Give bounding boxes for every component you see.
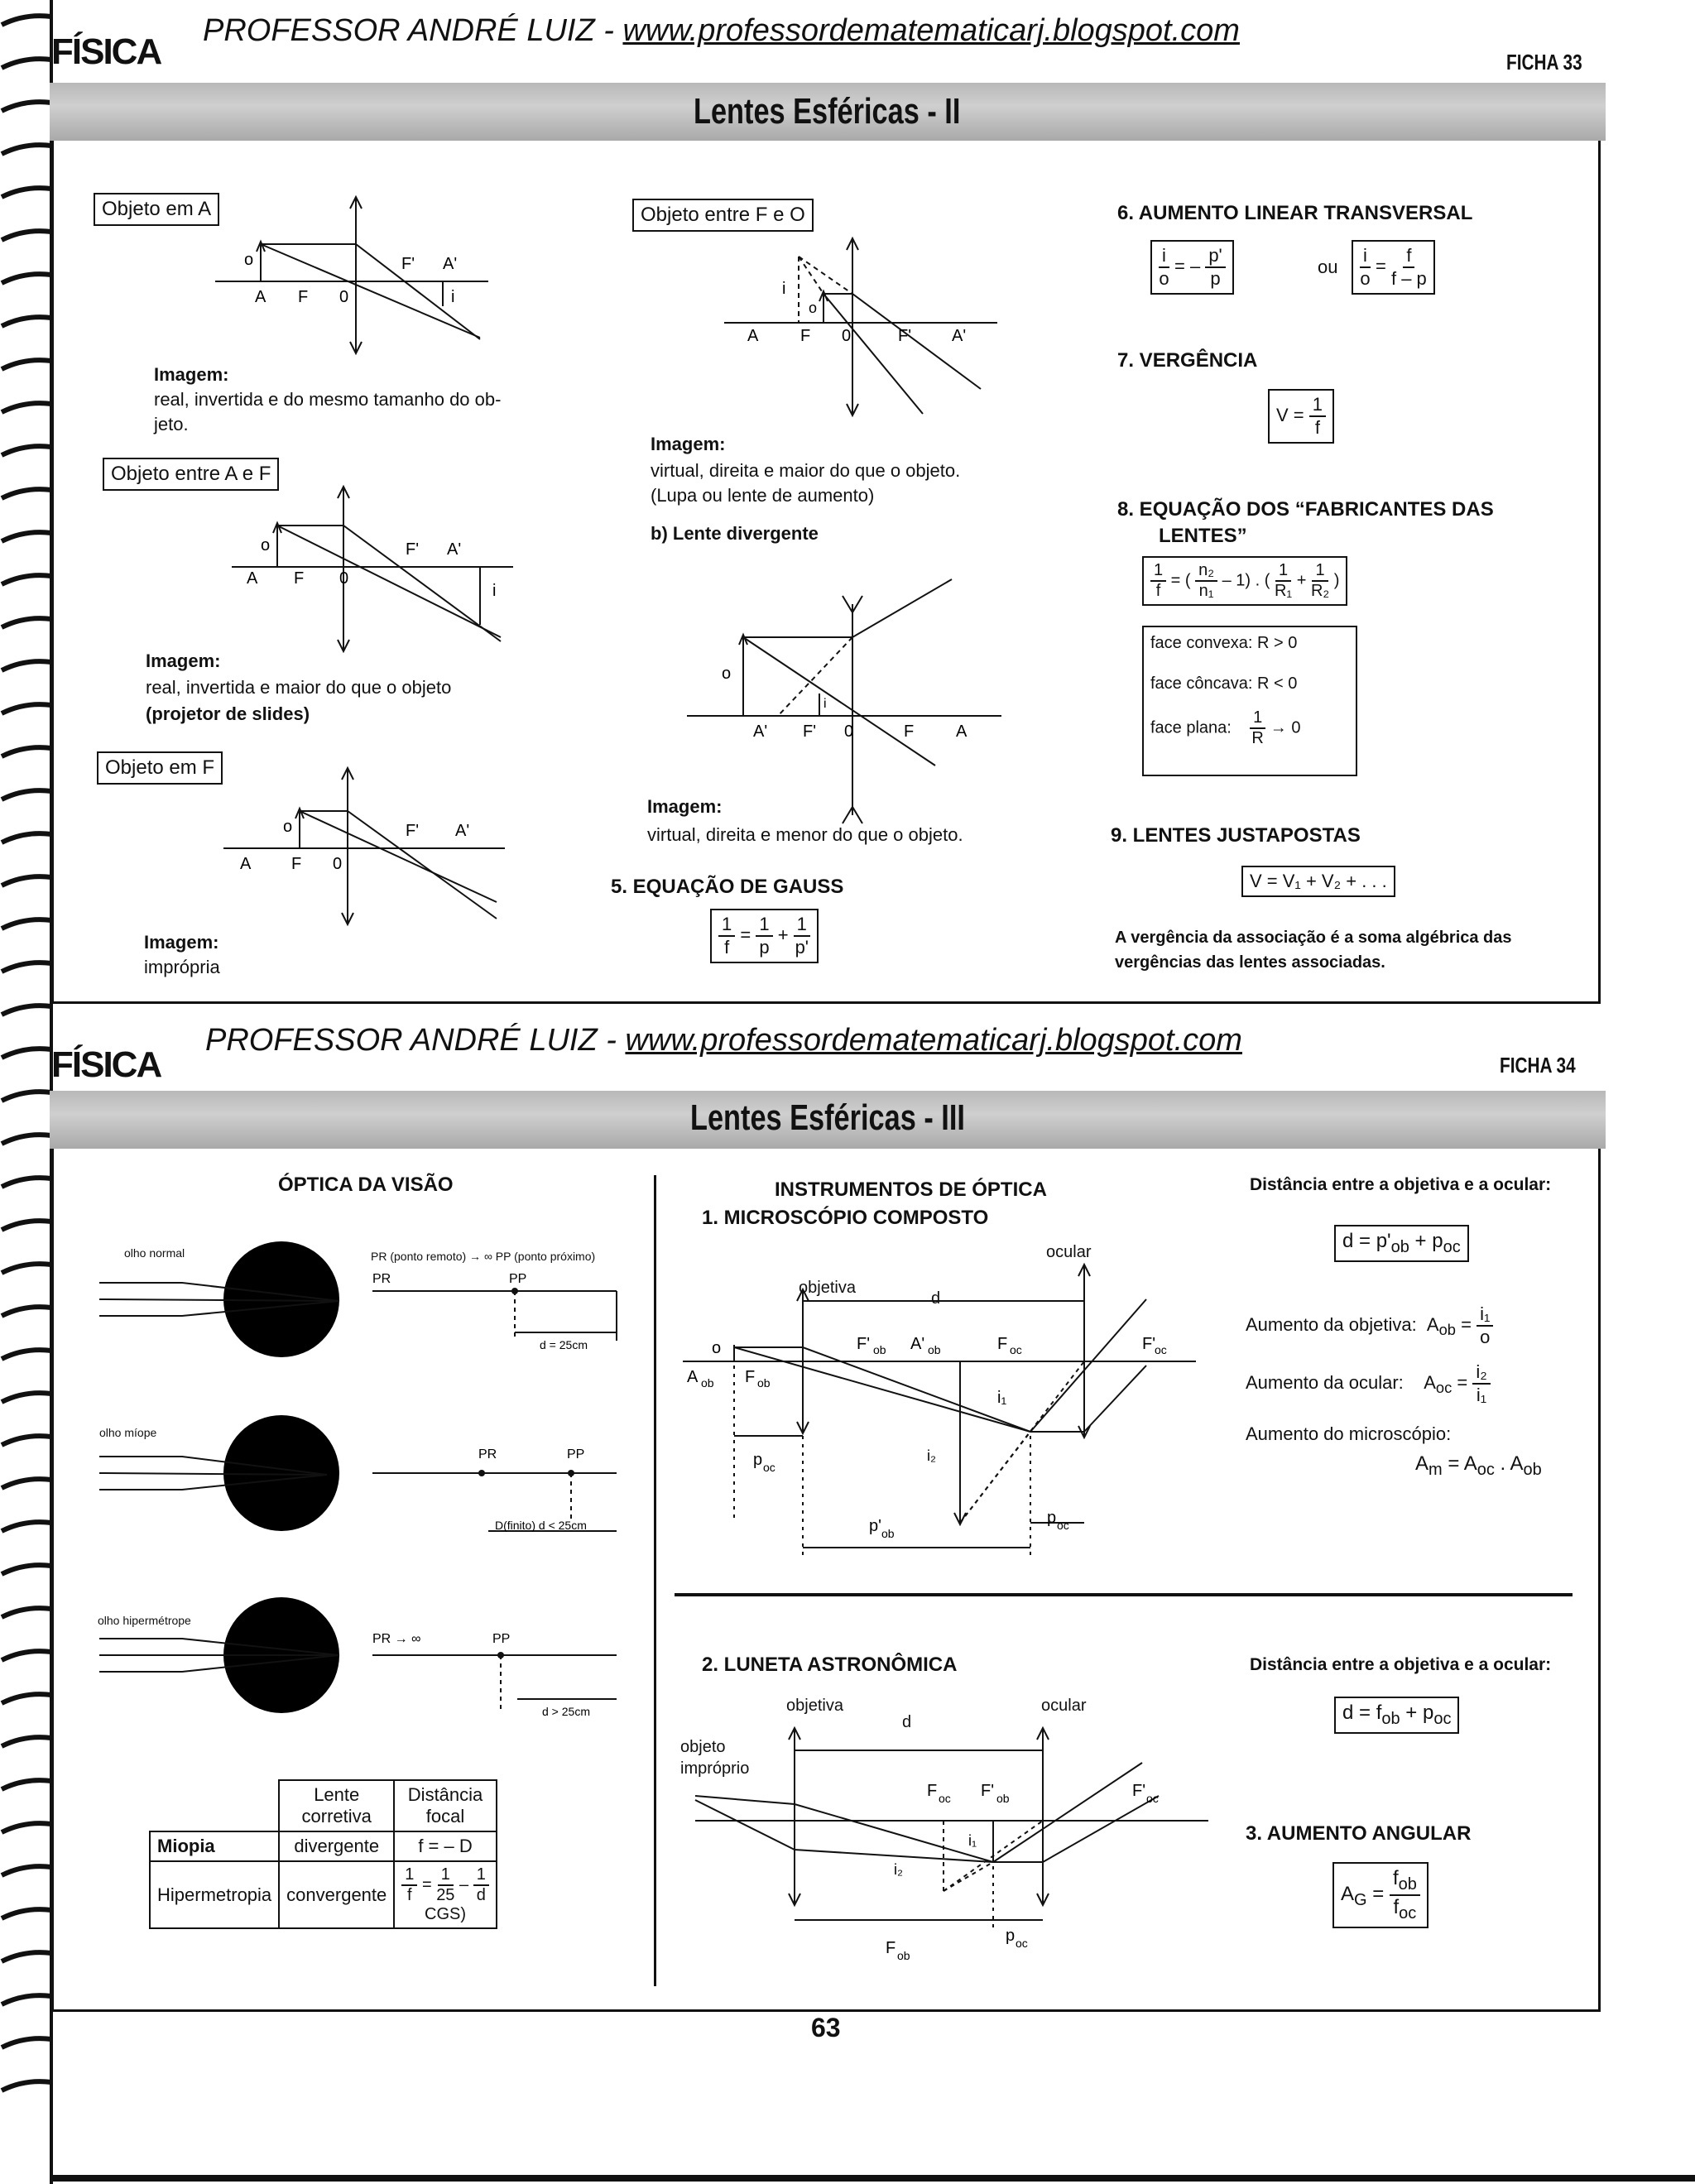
section-heading: 6. AUMENTO LINEAR TRANSVERSAL — [1117, 202, 1473, 224]
binding-ring — [2, 403, 51, 412]
binding-ring — [2, 317, 51, 326]
binding-ring — [2, 1006, 51, 1015]
image-label: Imagem: — [144, 932, 219, 953]
radius-conventions: face convexa: R > 0 face côncava: R < 0 face plana: $\frac{1}{R}$ → 0 — [1142, 626, 1357, 776]
svg-text:A': A' — [455, 822, 470, 840]
professor-line — [203, 13, 1240, 49]
svg-text:A: A — [247, 569, 258, 588]
or-label: ou — [1318, 257, 1338, 277]
svg-text:F: F — [745, 1368, 756, 1386]
case-box: Objeto em A — [94, 193, 219, 226]
telescope-diagram — [695, 1713, 1208, 1961]
image-description-cont: jeto. — [154, 414, 189, 434]
svg-text:A': A' — [443, 255, 458, 273]
col-header: Lente — [314, 1784, 360, 1805]
binding-ring — [2, 1780, 51, 1789]
hyperopic-eye-diagram — [99, 1593, 654, 1734]
binding-ring — [2, 1909, 51, 1918]
table-row: Hipermetropia convergente $\frac{1}{f}$ = $\frac{1}{25}$ – $\frac{1}{d}$ CGS) — [150, 1861, 497, 1928]
image-description: virtual, direita e menor do que o objeto. — [647, 824, 963, 845]
svg-text:F: F — [927, 1782, 938, 1800]
section-heading: 2. LUNETA ASTRONÔMICA — [702, 1654, 958, 1676]
binding-ring — [2, 1307, 51, 1316]
svg-text:d > 25cm: d > 25cm — [542, 1705, 590, 1718]
image-description: real, invertida e maior do que o objeto — [146, 677, 452, 698]
binding-ring — [2, 1092, 51, 1101]
svg-text:ob: ob — [757, 1376, 771, 1390]
svg-text:ob: ob — [873, 1343, 886, 1356]
binding-ring — [2, 1651, 51, 1660]
svg-text:i₁: i₁ — [997, 1389, 1007, 1407]
binding-ring — [2, 1135, 51, 1144]
svg-text:PR: PR — [478, 1447, 497, 1462]
distance-label: d — [931, 1289, 941, 1308]
binding-ring — [2, 1522, 51, 1531]
image-note: (projetor de slides) — [146, 703, 310, 724]
svg-text:oc: oc — [1155, 1343, 1167, 1356]
row-label: Miopia — [150, 1831, 279, 1861]
svg-text:F': F' — [803, 722, 817, 741]
svg-text:0: 0 — [844, 722, 854, 741]
svg-text:A: A — [255, 288, 266, 306]
section-divider — [675, 1593, 1573, 1596]
svg-text:F': F' — [1132, 1782, 1146, 1800]
svg-text:o: o — [244, 251, 254, 269]
binding-ring — [2, 2038, 51, 2047]
correction-table — [149, 1779, 497, 1929]
svg-text:0: 0 — [339, 569, 349, 588]
svg-text:oc: oc — [1010, 1343, 1022, 1356]
svg-text:A': A' — [753, 722, 768, 741]
improper-object-label: impróprio — [680, 1759, 750, 1778]
divergent-lens-diagram — [687, 588, 1001, 819]
blog-url[interactable]: www.professordematematicarj.blogspot.com — [622, 13, 1240, 48]
binding-ring — [2, 274, 51, 283]
binding-ring — [2, 145, 51, 154]
image-description: real, invertida e do mesmo tamanho do ob- — [154, 389, 502, 410]
binding-ring — [2, 1049, 51, 1058]
ficha-label: FICHA 33 — [1506, 50, 1582, 74]
eye-label: olho normal — [124, 1246, 185, 1260]
microscope-magnification-formula: $A_m = A_{oc}$ . $A_{ob}$ — [1415, 1452, 1542, 1479]
binding-ring — [2, 1694, 51, 1703]
binding-ring — [2, 1565, 51, 1574]
normal-eye-diagram — [99, 1233, 654, 1374]
binding-ring — [2, 489, 51, 498]
svg-text:ob: ob — [996, 1792, 1010, 1805]
svg-text:p: p — [1047, 1509, 1057, 1527]
svg-text:PP: PP — [567, 1447, 585, 1462]
vergence-formula: V = $\frac{1}{f}$ — [1268, 389, 1334, 444]
binding-ring — [2, 1221, 51, 1230]
professor-name: PROFESSOR ANDRÉ LUIZ - — [205, 1023, 626, 1058]
subject-label: FÍSICA — [51, 31, 161, 72]
svg-text:ob: ob — [881, 1527, 895, 1540]
note-line: A vergência da associação é a soma algébrica das — [1115, 929, 1512, 947]
svg-text:i: i — [823, 697, 827, 711]
binding-ring — [2, 1436, 51, 1445]
svg-text:A: A — [687, 1368, 699, 1386]
svg-text:ob: ob — [928, 1343, 941, 1356]
pr-pp-legend: PR (ponto remoto) → ∞ PP (ponto próximo) — [371, 1250, 596, 1263]
binding-ring — [2, 1737, 51, 1746]
image-label: Imagem: — [154, 364, 229, 385]
binding-ring — [2, 446, 51, 455]
binding-ring — [2, 360, 51, 369]
lens-label: ocular — [1046, 1243, 1092, 1261]
binding-ring — [2, 790, 51, 799]
binding-ring — [2, 16, 51, 25]
myopic-eye-diagram — [99, 1407, 654, 1548]
svg-text:oc: oc — [1146, 1792, 1159, 1805]
binding-ring — [2, 919, 51, 929]
svg-text:F: F — [294, 569, 305, 588]
svg-text:A: A — [747, 327, 759, 345]
binding-ring — [2, 1479, 51, 1488]
svg-text:o: o — [712, 1339, 722, 1357]
svg-text:F: F — [904, 722, 915, 741]
binding-ring — [2, 1264, 51, 1273]
svg-text:0: 0 — [842, 327, 852, 345]
svg-text:o: o — [809, 300, 818, 316]
col-header: corretiva — [301, 1806, 372, 1826]
units-note: CGS) — [425, 1905, 467, 1923]
case-box: Objeto entre F e O — [632, 199, 814, 232]
distance-caption: Distância entre a objetiva e a ocular: — [1250, 1655, 1552, 1674]
lens-label: ocular — [1041, 1697, 1087, 1715]
cell: f = – D — [394, 1831, 497, 1861]
row-label: Hipermetropia — [150, 1861, 279, 1928]
eye-label: olho míope — [99, 1426, 157, 1439]
svg-text:p: p — [1006, 1927, 1016, 1945]
svg-text:oc: oc — [1057, 1519, 1069, 1532]
section-heading: b) Lente divergente — [651, 523, 819, 544]
binding-ring — [2, 1952, 51, 1961]
image-label: Imagem: — [647, 796, 723, 817]
page-title: Lentes Esféricas - III — [690, 1097, 965, 1138]
objective-magnification-label: Aumento da objetiva: $A_{ob}$ = $\frac{\text{i₁}}{o}$ — [1246, 1303, 1493, 1348]
lensmaker-formula: $\frac{1}{f}$ = ( $\frac{\text{n₂}}{\text{n₁}}$ – 1) . ( $\frac{1}{\text{R₁}}$ + $\frac{1}{\text{R₂}}$ ) — [1142, 556, 1347, 606]
binding-ring — [2, 102, 51, 111]
svg-text:F': F' — [401, 255, 415, 273]
image-label: Imagem: — [146, 650, 221, 671]
binding-ring — [2, 962, 51, 972]
image-description: imprópria — [144, 957, 220, 977]
distance-caption: Distância entre a objetiva e a ocular: — [1250, 1175, 1552, 1194]
binding-ring — [2, 1178, 51, 1187]
binding-ring — [2, 833, 51, 842]
gauss-formula: $\frac{1}{f}$ = $\frac{1}{p}$ + $\frac{1}{p'}$ — [710, 909, 819, 963]
svg-text:F: F — [997, 1335, 1008, 1353]
svg-text:oc: oc — [939, 1792, 951, 1805]
svg-text:F: F — [800, 327, 811, 345]
lens-label: objetiva — [786, 1697, 843, 1715]
svg-text:A: A — [956, 722, 968, 741]
binding-ring — [2, 231, 51, 240]
svg-text:o: o — [261, 536, 271, 554]
svg-text:i₂: i₂ — [927, 1447, 936, 1464]
svg-text:ob: ob — [897, 1949, 910, 1962]
svg-text:d = 25cm: d = 25cm — [540, 1338, 588, 1351]
ray-diagram — [232, 488, 513, 654]
bottom-rule — [50, 2175, 1695, 2182]
binding-ring — [2, 575, 51, 584]
cell: divergente — [279, 1831, 394, 1861]
svg-text:F': F' — [981, 1782, 995, 1800]
svg-text:PR: PR — [372, 1272, 391, 1286]
binding-ring — [2, 1995, 51, 2004]
image-label: Imagem: — [651, 434, 726, 454]
binding-ring — [2, 1350, 51, 1359]
svg-text:A': A' — [952, 327, 967, 345]
svg-text:oc: oc — [1016, 1937, 1028, 1950]
binding-ring — [2, 876, 51, 886]
eye-label: olho hipermétrope — [98, 1614, 191, 1627]
svg-text:PP: PP — [492, 1632, 511, 1646]
ray-diagram — [223, 770, 505, 927]
section-heading: 7. VERGÊNCIA — [1117, 349, 1258, 372]
svg-text:i: i — [492, 582, 497, 600]
binding-ring — [2, 661, 51, 670]
binding-ring — [2, 188, 51, 197]
binding-ring — [2, 704, 51, 713]
magnification-formula: $\frac{i}{o}$ = – $\frac{p'}{p}$ — [1150, 240, 1234, 295]
binding-ring — [2, 532, 51, 541]
table-row — [150, 1831, 497, 1861]
svg-text:0: 0 — [333, 855, 343, 873]
section-heading: INSTRUMENTOS DE ÓPTICA — [775, 1178, 1047, 1201]
note-line: vergências das lentes associadas. — [1115, 953, 1385, 972]
binding-ring — [2, 1866, 51, 1875]
section-heading: 8. EQUAÇÃO DOS “FABRICANTES DAS — [1117, 498, 1494, 521]
section-heading: 5. EQUAÇÃO DE GAUSS — [611, 876, 844, 898]
svg-text:o: o — [283, 818, 293, 836]
blog-url[interactable]: www.professordematematicarj.blogspot.com — [625, 1023, 1242, 1058]
ray-diagram — [215, 190, 488, 356]
binding-ring — [2, 2081, 51, 2090]
svg-text:PP: PP — [509, 1272, 527, 1286]
binding-ring — [2, 618, 51, 627]
section-heading-cont: LENTES” — [1159, 525, 1247, 547]
binding-ring — [2, 59, 51, 68]
svg-text:F': F' — [1142, 1335, 1156, 1353]
svg-text:D(finito) d < 25cm: D(finito) d < 25cm — [495, 1519, 587, 1532]
svg-text:F: F — [886, 1939, 896, 1957]
svg-text:A': A' — [447, 540, 462, 559]
section-heading: 1. MICROSCÓPIO COMPOSTO — [702, 1207, 989, 1229]
svg-text:A': A' — [910, 1335, 925, 1353]
professor-line — [205, 1023, 1242, 1058]
svg-text:F': F' — [406, 822, 420, 840]
cell: convergente — [279, 1861, 394, 1928]
svg-text:PR → ∞: PR → ∞ — [372, 1632, 421, 1646]
svg-text:i: i — [782, 280, 786, 298]
microscope-distance-formula: $d = p'_{ob} + p_{oc}$ — [1334, 1225, 1469, 1262]
telescope-distance-formula: $d = f_{ob} + p_{oc}$ — [1334, 1697, 1459, 1734]
page-number: 63 — [811, 2013, 841, 2042]
microscope-diagram — [683, 1266, 1196, 1556]
juxtaposed-formula: V = V₁ + V₂ + . . . — [1241, 866, 1395, 897]
svg-text:p': p' — [869, 1517, 881, 1535]
svg-text:i: i — [451, 288, 455, 306]
section-heading: ÓPTICA DA VISÃO — [278, 1174, 454, 1196]
case-box: Objeto em F — [97, 751, 223, 785]
svg-text:F': F' — [406, 540, 420, 559]
binding-ring — [2, 1608, 51, 1617]
concave-rule: face côncava: R < 0 — [1150, 674, 1298, 693]
svg-text:F': F' — [898, 327, 912, 345]
distance-label: d — [902, 1713, 912, 1731]
section-heading: 3. AUMENTO ANGULAR — [1246, 1822, 1472, 1845]
ray-diagram — [724, 240, 997, 422]
svg-text:A: A — [240, 855, 252, 873]
angular-magnification-formula: $A_G$ = $\frac{f_{ob}}{f_{oc}}$ — [1332, 1862, 1429, 1928]
image-note: (Lupa ou lente de aumento) — [651, 485, 875, 506]
binding-ring — [2, 1823, 51, 1832]
convex-rule: face convexa: R > 0 — [1150, 634, 1298, 652]
case-box: Objeto entre A e F — [103, 458, 279, 491]
improper-object-label: objeto — [680, 1738, 726, 1756]
plane-rule: face plana: — [1150, 718, 1232, 737]
image-description: virtual, direita e maior do que o objeto. — [651, 460, 961, 481]
column-divider — [654, 1175, 656, 1986]
svg-text:ob: ob — [701, 1376, 714, 1390]
svg-text:o: o — [722, 665, 732, 683]
svg-text:F': F' — [857, 1335, 871, 1353]
section-heading: 9. LENTES JUSTAPOSTAS — [1111, 824, 1361, 847]
svg-text:F: F — [298, 288, 309, 306]
binding-ring — [2, 747, 51, 756]
binding-ring — [2, 1393, 51, 1402]
professor-name: PROFESSOR ANDRÉ LUIZ - — [203, 13, 623, 48]
svg-text:F: F — [291, 855, 302, 873]
svg-text:i₂: i₂ — [894, 1861, 903, 1878]
page-title: Lentes Esféricas - II — [694, 91, 961, 132]
subject-label: FÍSICA — [51, 1044, 161, 1085]
magnification-formula-alt: $\frac{i}{o}$ = $\frac{f}{f - p}$ — [1352, 240, 1435, 295]
svg-text:oc: oc — [763, 1461, 775, 1474]
ocular-magnification-label: Aumento da ocular: $A_{oc}$ = $\frac{\text{i₂}}{\text{i₁}}$ — [1246, 1361, 1491, 1406]
svg-text:0: 0 — [339, 288, 349, 306]
ficha-label: FICHA 34 — [1500, 1053, 1576, 1078]
svg-text:p: p — [753, 1451, 763, 1469]
svg-text:i₁: i₁ — [968, 1832, 977, 1849]
microscope-magnification-label: Aumento do microscópio: — [1246, 1423, 1452, 1444]
col-header: focal — [425, 1806, 465, 1826]
col-header: Distância — [407, 1784, 483, 1805]
lens-label: objetiva — [799, 1279, 856, 1297]
